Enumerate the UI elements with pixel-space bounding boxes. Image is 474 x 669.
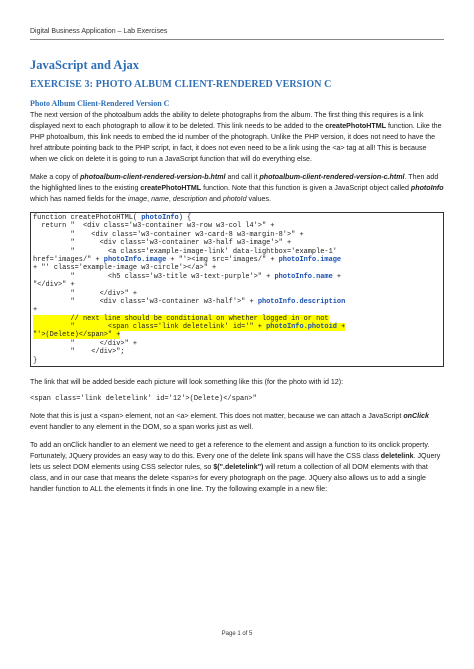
code-line: }	[33, 356, 38, 365]
code-line: return " <div class='w3-container w3-row w3-col l4'>" +	[33, 222, 275, 231]
code-line: " <a class='example-image-link' data-lightbox='example-1'	[33, 247, 337, 256]
code-line: +	[33, 306, 38, 315]
inline-code-example: <span class='link deletelink' id='12'>(Delete)</span>"	[30, 395, 257, 404]
code-line-highlighted: "'>(Delete)</span>" +	[33, 331, 121, 340]
paragraph-link-example: The link that will be added beside each picture will look something like this (for the photo with id 12):	[30, 378, 344, 387]
code-line: "</div>" +	[33, 281, 75, 290]
exercise-heading: EXERCISE 3: PHOTO ALBUM CLIENT-RENDERED VERSION C	[30, 79, 332, 90]
paragraph-intro: The next version of the photoalbum adds the ability to delete photographs from the album. The first thing this requires is a link displayed next to each photograph to allow it to be deleted. This link needs to be added to the createPhotoHTML function. Like the PHP photoalbum, this link needs to embed the id number of the photograph. Unlike the PHP version, it does not need to have the href attribute pointing back to the PHP script, in fact, it does not even need to be a link using the <a> tag at all! This is because when we click on delete it is going to run a JavaScript function that will do everything else.	[30, 111, 442, 163]
code-line-highlighted: " <span class='link deletelink' id='" + photoInfo.photoid +	[33, 323, 346, 332]
page-footer: Page 1 of 5	[221, 631, 253, 637]
paragraph-onclick: To add an onClick handler to an element we need to get a reference to the element and assign a function to its onclick property. Fortunately, JQuery provides an easy way to do this. Every one of the delete link spans will have the CSS class deletelink. JQuery lets us select DOM elements using CSS selector rules, so $(".deletelink") will return a collection of all DOM elements with that class, and in our case that means the delete <span>s for every photograph on the page. JQuery also allows us to add a single handler function to ALL the elements it finds in one line. Try the following example in a new file:	[30, 441, 441, 494]
page-title: JavaScript and Ajax	[30, 58, 140, 72]
code-line: " </div>" +	[33, 339, 138, 348]
document-body	[30, 50, 444, 502]
code-line: " <div class='w3-container w3-card-8 w3-margin-8'>" +	[33, 230, 304, 239]
code-line: " <div class='w3-container w3-half w3-image'>" +	[33, 239, 292, 248]
page-header: Digital Business Application – Lab Exercises	[30, 28, 444, 40]
code-line: function createPhotoHTML( photoInfo) {	[33, 214, 192, 222]
paragraph-instructions: Make a copy of photoalbum-client-rendered-version-b.html and call it photoalbum-client-rendered-version-c.html. Then add the highlighted lines to the existing createPhotoHTML function. Note that this function is given a JavaScript object called photoInfo which has named fields for the image, name, description and photoId values.	[30, 173, 444, 203]
code-line: + "' class='example-image w3-circle'></a>" +	[33, 264, 217, 273]
code-line: " <div class='w3-container w3-half'>" + photoInfo.description	[33, 297, 346, 306]
code-line: href='images/" + photoInfo.image + "'><img src='images/" + photoInfo.image	[33, 255, 342, 264]
code-line-highlighted: // next line should be conditional on whether logged in or not	[33, 314, 329, 323]
code-line: " </div>" +	[33, 289, 138, 298]
section-heading: Photo Album Client-Rendered Version C	[30, 99, 170, 108]
code-line: " </div>";	[33, 348, 125, 357]
code-line: " <h5 class='w3-title w3-text-purple'>" + photoInfo.name +	[33, 272, 342, 281]
paragraph-span-note: Note that this is just a <span> element, not an <a> element. This does not matter, because we can attach a JavaScript onClick event handler to any element in the DOM, so a span works just as well.	[30, 412, 429, 432]
code-block	[30, 212, 444, 367]
